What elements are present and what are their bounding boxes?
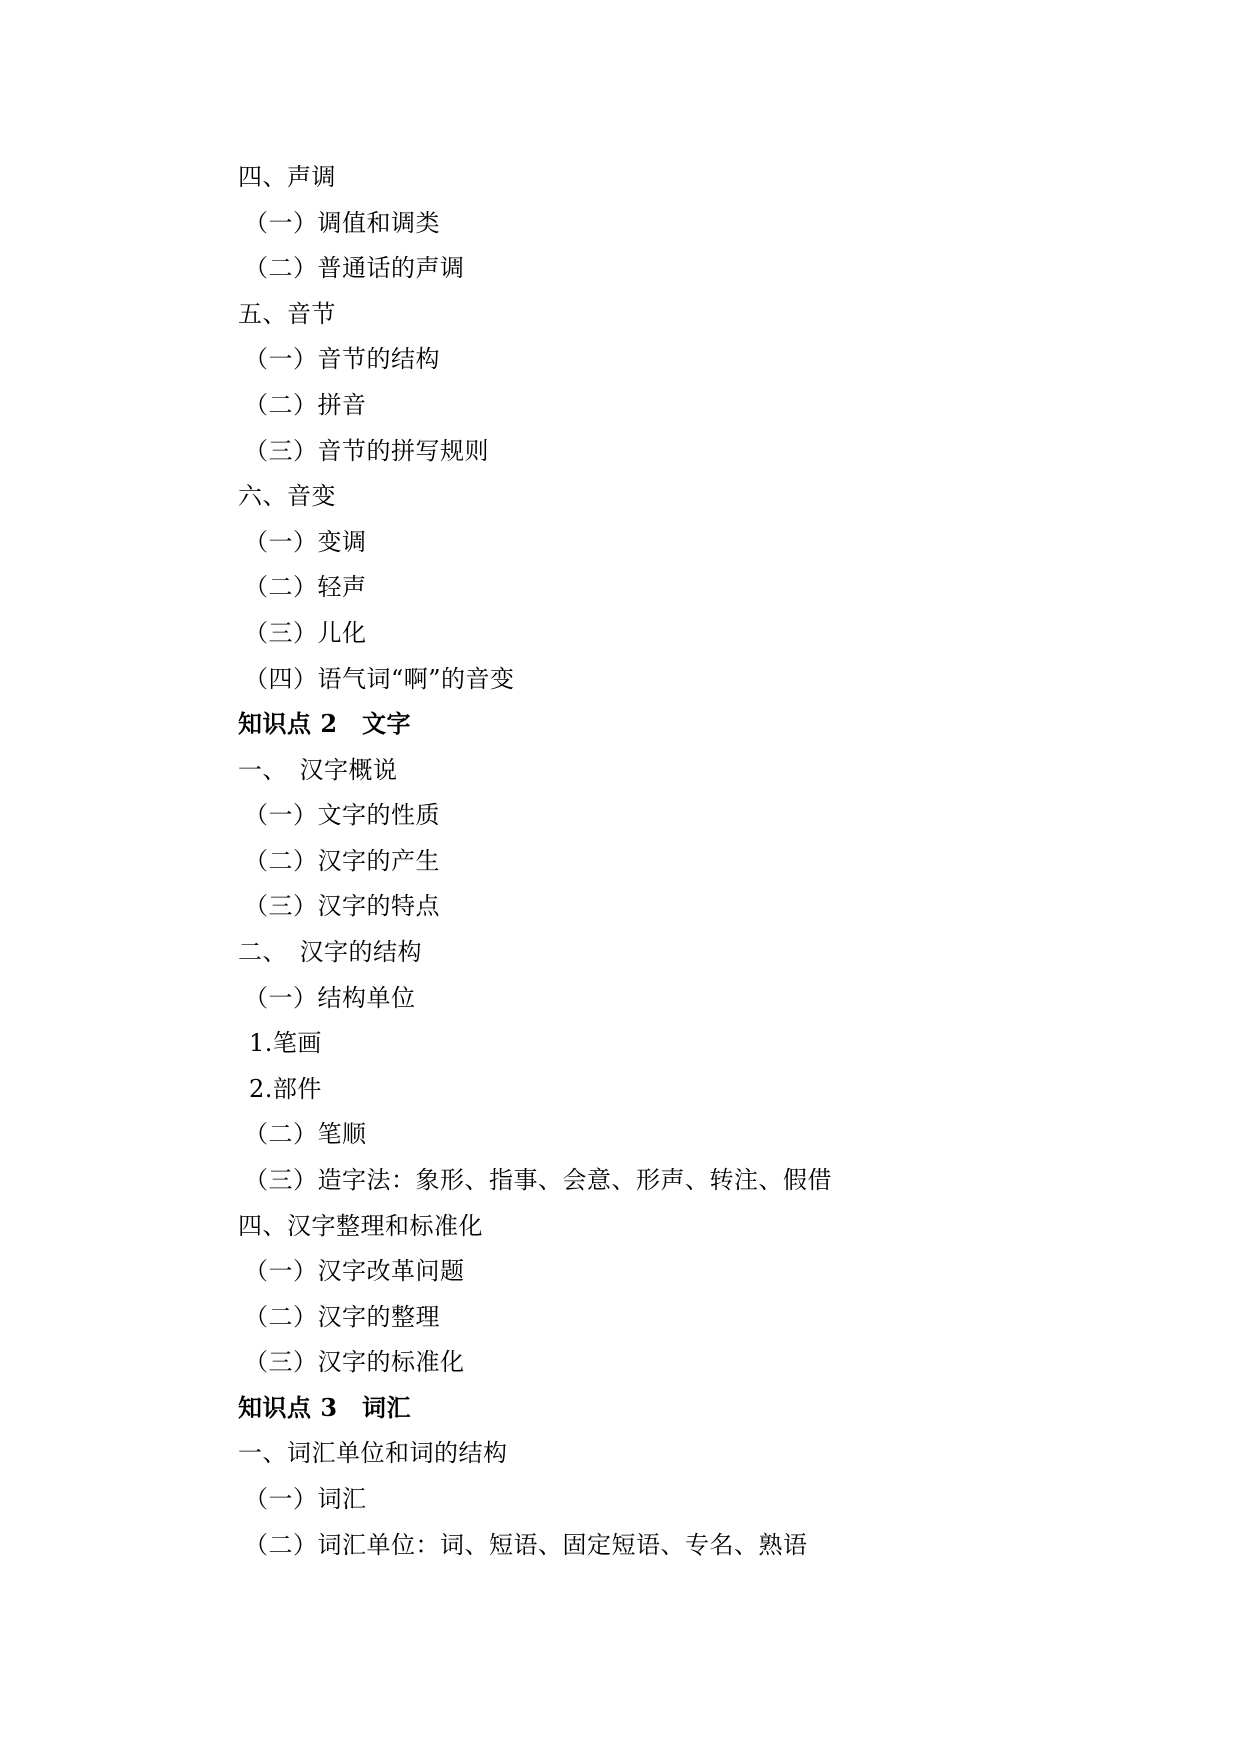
outline-line: 一、 汉字概说	[238, 756, 398, 784]
section-heading: 知识点 2 文字	[238, 709, 412, 738]
outline-line: （三）音节的拼写规则	[244, 437, 489, 465]
outline-line: （一）文字的性质	[244, 801, 440, 829]
outline-line: 四、声调	[238, 163, 336, 191]
outline-line: （四）语气词“啊”的音变	[244, 665, 515, 693]
outline-line: （二）普通话的声调	[244, 254, 465, 282]
outline-line: 四、汉字整理和标准化	[238, 1212, 483, 1240]
outline-line: 五、音节	[238, 300, 336, 328]
outline-line: （二）词汇单位：词、短语、固定短语、专名、熟语	[244, 1531, 808, 1559]
outline-line: （一）调值和调类	[244, 209, 440, 237]
outline-line: 2.部件	[249, 1075, 322, 1103]
outline-line: （一）词汇	[244, 1485, 367, 1513]
outline-line: （二）汉字的整理	[244, 1303, 440, 1331]
outline-line: （二）拼音	[244, 391, 367, 419]
outline-line: 1.笔画	[249, 1029, 322, 1057]
outline-line: （三）造字法：象形、指事、会意、形声、转注、假借	[244, 1166, 832, 1194]
outline-line: （三）汉字的特点	[244, 892, 440, 920]
outline-line: （三）汉字的标准化	[244, 1348, 465, 1376]
outline-line: （二）轻声	[244, 573, 367, 601]
outline-line: （一）音节的结构	[244, 345, 440, 373]
outline-line: （一）变调	[244, 528, 367, 556]
outline-line: 六、音变	[238, 482, 336, 510]
outline-line: （一）结构单位	[244, 984, 416, 1012]
outline-line: （三）儿化	[244, 619, 367, 647]
section-heading: 知识点 3 词汇	[238, 1393, 412, 1422]
outline-line: （二）汉字的产生	[244, 847, 440, 875]
outline-line: 一、词汇单位和词的结构	[238, 1439, 508, 1467]
outline-line: 二、 汉字的结构	[238, 938, 422, 966]
outline-line: （二）笔顺	[244, 1120, 367, 1148]
outline-line: （一）汉字改革问题	[244, 1257, 465, 1285]
